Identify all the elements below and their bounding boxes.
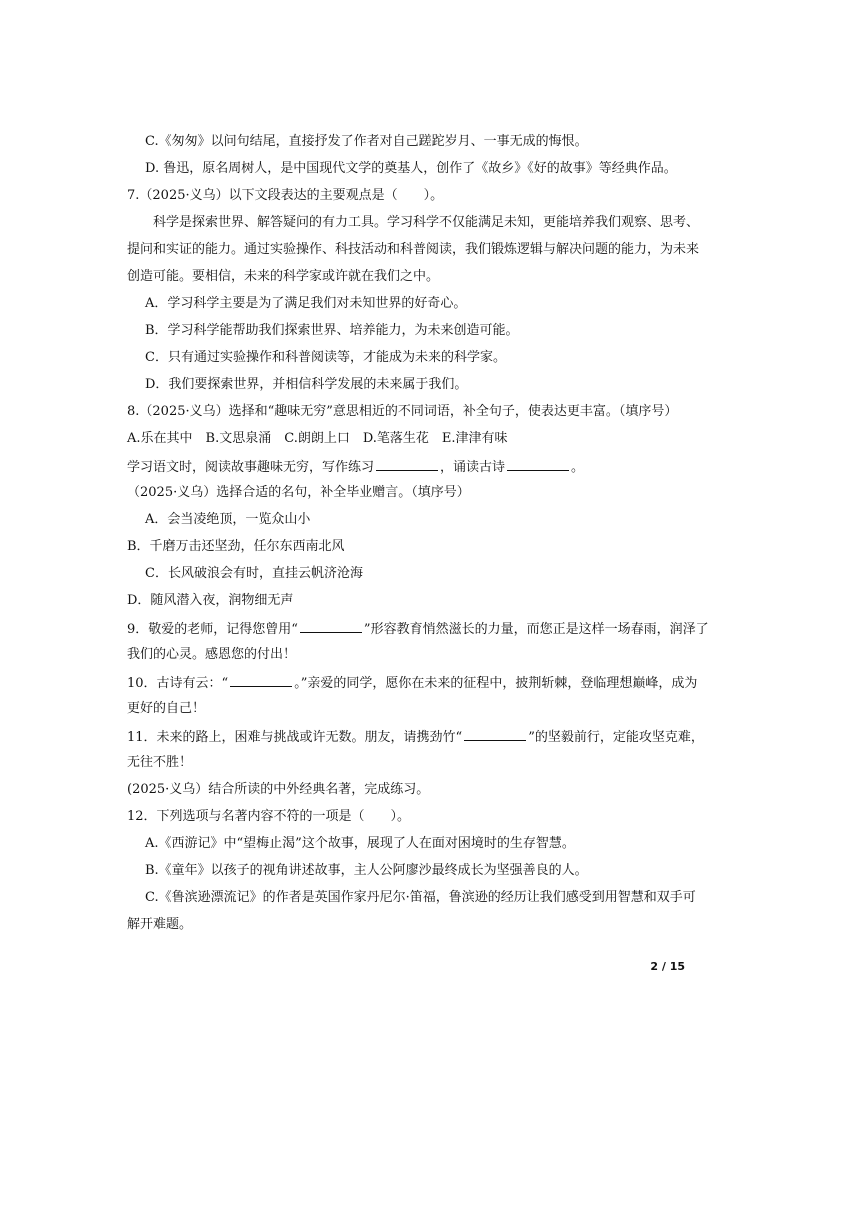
q8-sentence-part-2: ，诵读古诗 — [440, 460, 506, 475]
answer-blank[interactable] — [300, 618, 362, 633]
question-10-cont: 更好的自己！ — [127, 701, 206, 716]
q8-sentence — [127, 456, 584, 476]
q7-option-a: A．学习科学主要是为了满足我们对未知世界的好奇心。 — [145, 296, 467, 311]
section-intro-quotes: （2025·义乌）选择合适的名句，补全毕业赠言。（填序号） — [127, 485, 470, 500]
option-c-line: C.《匆匆》以问句结尾，直接抒发了作者对自己蹉跎岁月、一事无成的悔恨。 — [145, 134, 588, 149]
passage-7-line-2: 提问和实证的能力。通过实验操作、科技活动和科普阅读，我们锻炼逻辑与解决问题的能力，为未来 — [127, 242, 700, 257]
q8-sentence-part-1: 学习语文时，阅读故事趣味无穷，写作练习 — [127, 460, 375, 475]
q8-sentence-part-3: 。 — [571, 460, 585, 475]
q10-part-1: 10．古诗有云：“ — [127, 676, 229, 691]
q12-option-c-cont: 解开难题。 — [127, 917, 193, 932]
page-number: 2 / 15 — [650, 960, 685, 973]
question-9-cont: 我们的心灵。感恩您的付出！ — [127, 647, 297, 662]
q7-option-d: D．我们要探索世界，并相信科学发展的未来属于我们。 — [145, 377, 468, 392]
question-9 — [127, 618, 709, 638]
question-8: 8.（2025·义乌）选择和“趣味无穷”意思相近的不同词语，补全句子，使表达更丰富。（填序号） — [127, 404, 678, 419]
quote-option-b: B．千磨万击还坚劲，任尔东西南北风 — [127, 539, 345, 554]
question-12: 12．下列选项与名著内容不符的一项是（ ）。 — [127, 809, 411, 824]
q9-part-2: ”形容教育悄然滋长的力量，而您正是这样一场春雨，润泽了 — [363, 622, 709, 637]
q12-option-b: B.《童年》以孩子的视角讲述故事，主人公阿廖沙最终成长为坚强善良的人。 — [145, 863, 588, 878]
q7-option-c: C．只有通过实验操作和科普阅读等，才能成为未来的科学家。 — [145, 350, 506, 365]
section-intro-classics: (2025·义乌）结合所读的中外经典名著，完成练习。 — [127, 782, 430, 797]
q7-option-b: B．学习科学能帮助我们探索世界、培养能力，为未来创造可能。 — [145, 323, 519, 338]
q8-options: A.乐在其中 B.文思泉涌 C.朗朗上口 D.笔落生花 E.津津有味 — [127, 431, 508, 446]
question-10 — [127, 672, 697, 692]
q12-option-a: A.《西游记》中“望梅止渴”这个故事，展现了人在面对困境时的生存智慧。 — [145, 836, 575, 851]
answer-blank[interactable] — [230, 672, 292, 687]
q11-part-2: ”的坚毅前行，定能攻坚克难， — [528, 730, 704, 745]
passage-7-line-1: 科学是探索世界、解答疑问的有力工具。学习科学不仅能满足未知，更能培养我们观察、思考、 — [153, 215, 700, 230]
q11-part-1: 11．未来的路上，困难与挑战或许无数。朋友，请携劲竹“ — [127, 730, 463, 745]
passage-7-line-3: 创造可能。要相信，未来的科学家或许就在我们之中。 — [127, 269, 440, 284]
option-d-line: D. 鲁迅，原名周树人，是中国现代文学的奠基人，创作了《故乡》《好的故事》等经典作品。 — [145, 161, 677, 176]
answer-blank[interactable] — [376, 456, 438, 471]
q10-part-2: 。”亲爱的同学，愿你在未来的征程中，披荆斩棘，登临理想巅峰，成为 — [294, 676, 698, 691]
quote-option-c: C．长风破浪会有时，直挂云帆济沧海 — [145, 566, 363, 581]
question-7: 7.（2025·义乌）以下文段表达的主要观点是（ ）。 — [127, 188, 444, 203]
question-11 — [127, 726, 704, 746]
q9-part-1: 9．敬爱的老师，记得您曾用“ — [127, 622, 298, 637]
q12-option-c: C.《鲁滨逊漂流记》的作者是英国作家丹尼尔·笛福，鲁滨逊的经历让我们感受到用智慧和双手可 — [145, 890, 696, 905]
quote-option-d: D．随风潜入夜，润物细无声 — [127, 593, 294, 608]
quote-option-a: A．会当凌绝顶，一览众山小 — [145, 512, 311, 527]
question-11-cont: 无往不胜！ — [127, 755, 193, 770]
answer-blank[interactable] — [464, 726, 526, 741]
answer-blank[interactable] — [507, 456, 569, 471]
